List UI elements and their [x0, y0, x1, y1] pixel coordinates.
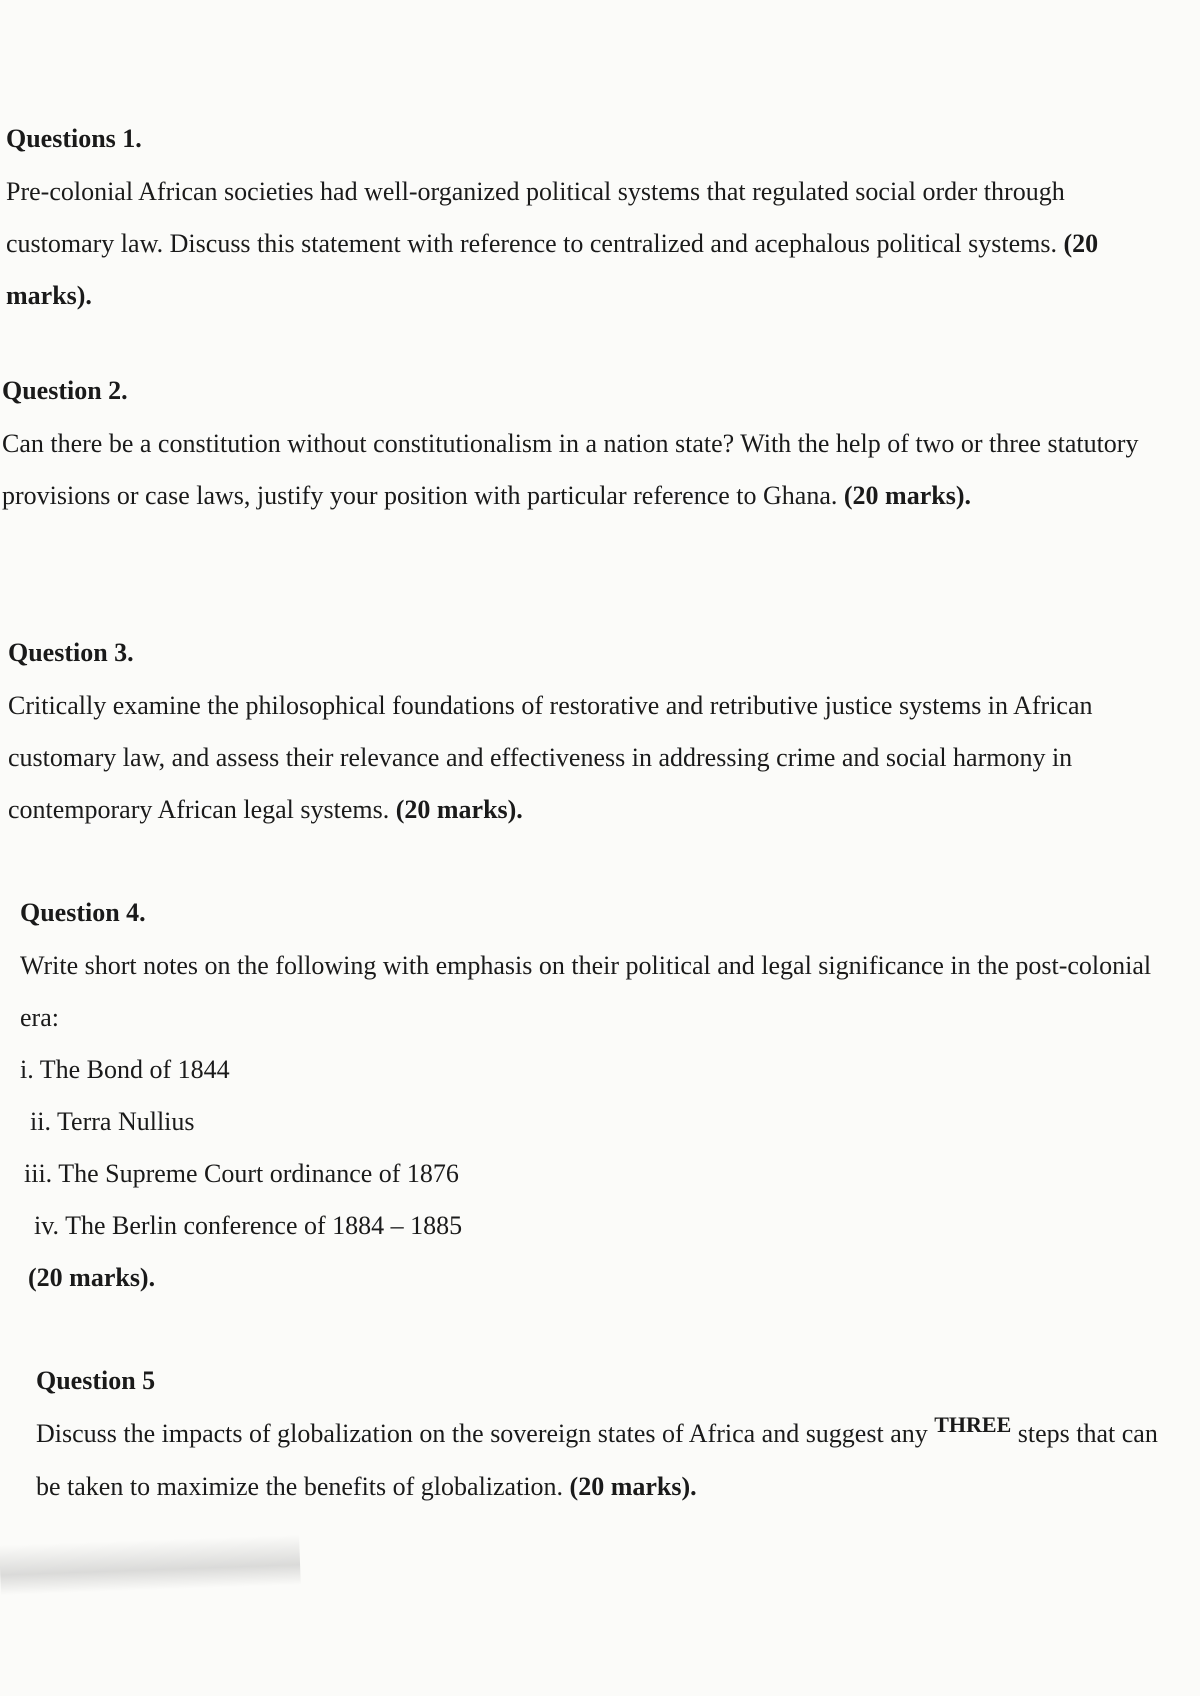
marks-label: (20 marks).	[843, 481, 971, 510]
question-text	[36, 1408, 1166, 1513]
marks-label: (20 marks).	[569, 1472, 697, 1501]
marks-label: (20 marks).	[28, 1263, 156, 1292]
question-title: Question 3.	[8, 638, 134, 667]
question-body: Pre-colonial African societies had well-organized political systems that regulated social order through customary law. Discuss this statement with reference to centralized and acephalous political systems.	[6, 177, 1065, 258]
question-2	[2, 374, 1147, 522]
question-1	[6, 122, 1151, 322]
question-body: Can there be a constitution without constitutionalism in a nation state? With the help of two or three statutory provisions or case laws, justify your position with particular reference to Ghana.	[2, 429, 1139, 510]
question-title: Questions 1.	[6, 124, 142, 153]
scan-shadow	[0, 1535, 301, 1595]
emphasis-text: THREE	[934, 1412, 1012, 1437]
question-title: Question 4.	[20, 898, 146, 927]
question-body: Discuss the impacts of globalization on the sovereign states of Africa and suggest any	[36, 1419, 928, 1448]
marks-label: (20 marks).	[395, 795, 523, 824]
question-3	[8, 636, 1158, 836]
question-text	[8, 680, 1158, 836]
question-body-continued: steps that can be taken to maximize the benefits of globalization.	[36, 1419, 1158, 1501]
question-body: Critically examine the philosophical foundations of restorative and retributive justice systems in African customary law, and assess their relevance and effectiveness in addressing crime and social harmony in contemporary African legal systems.	[8, 691, 1093, 824]
question-4	[20, 896, 1170, 1304]
notes-list	[20, 1044, 1170, 1252]
question-title: Question 2.	[2, 376, 128, 405]
list-item: iii. The Supreme Court ordinance of 1876	[24, 1159, 459, 1188]
list-item: ii. Terra Nullius	[30, 1107, 195, 1136]
marks-label: (20 marks).	[6, 229, 1099, 310]
question-5	[36, 1364, 1166, 1513]
list-item: i. The Bond of 1844	[20, 1055, 230, 1084]
list-item: iv. The Berlin conference of 1884 – 1885	[34, 1211, 463, 1240]
question-text	[2, 418, 1147, 522]
question-text	[6, 166, 1151, 322]
question-body: Write short notes on the following with emphasis on their political and legal significance in the post-colonial era:	[20, 951, 1152, 1032]
question-title: Question 5	[36, 1366, 156, 1395]
